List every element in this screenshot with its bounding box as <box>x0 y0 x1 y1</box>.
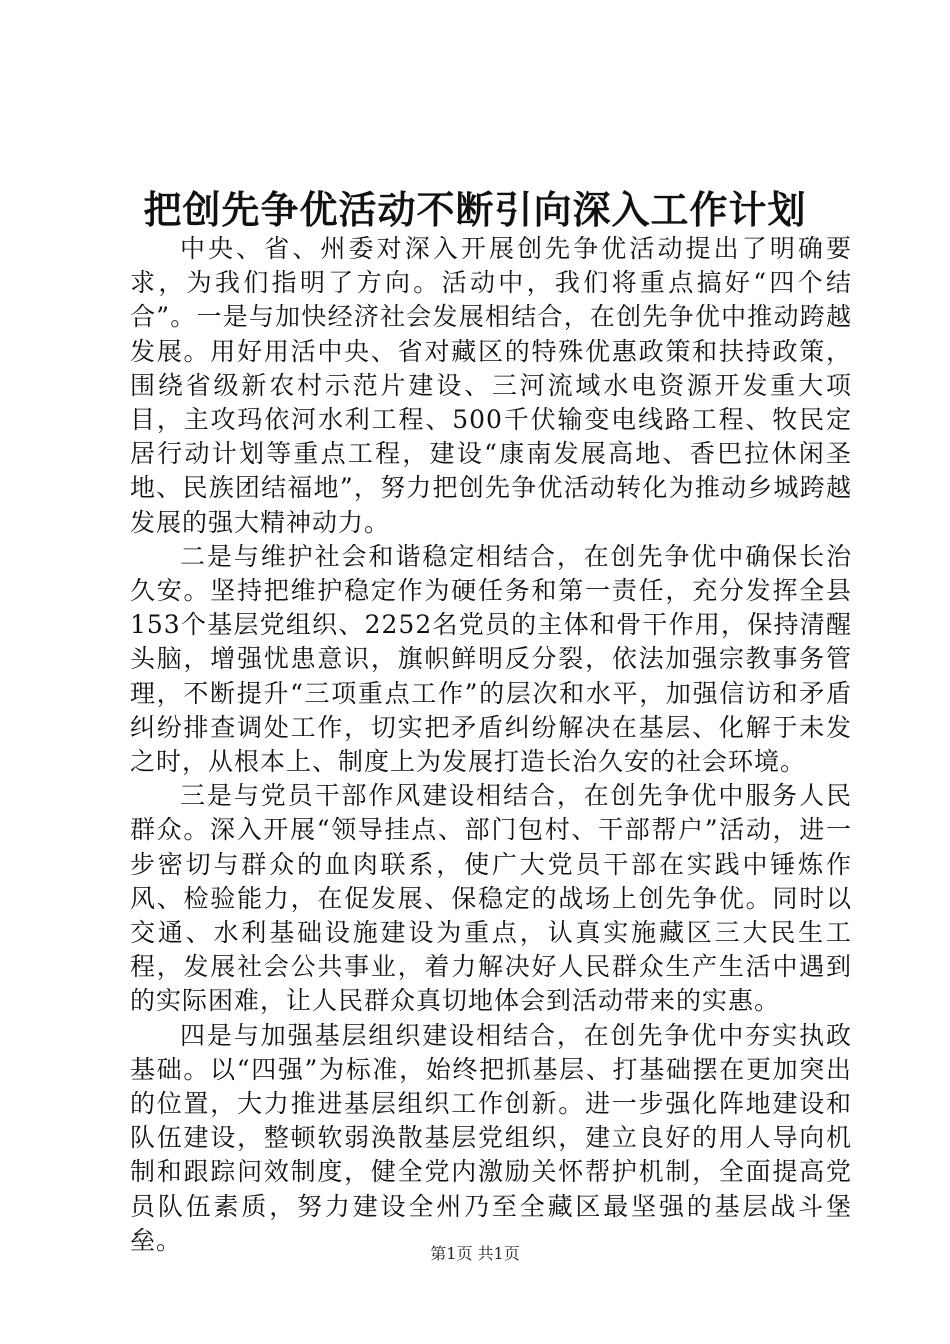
document-body <box>130 232 852 1258</box>
paragraph-4: 四是与加强基层组织建设相结合，在创先争优中夯实执政基础。以“四强”为标准，始终把抓基层、打基础摆在更加突出的位置，大力推进基层组织工作创新。进一步强化阵地建设和队伍建设，整顿软弱涣散基层党组织，建立良好的用人导向机制和跟踪问效制度，健全党内激励关怀帮护机制，全面提高党员队伍素质，努力建设全州乃至全藏区最坚强的基层战斗堡垒。 <box>130 1020 852 1255</box>
paragraph-2: 二是与维护社会和谐稳定相结合，在创先争优中确保长治久安。坚持把维护稳定作为硬任务和第一责任，充分发挥全县153个基层党组织、2252名党员的主体和骨干作用，保持清醒头脑，增强忧患意识，旗帜鲜明反分裂，依法加强宗教事务管理，不断提升“三项重点工作”的层次和水平，加强信访和矛盾纠纷排查调处工作，切实把矛盾纠纷解决在基层、化解于未发之时，从根本上、制度上为发展打造长治久安的社会环境。 <box>130 541 852 777</box>
paragraph-3: 三是与党员干部作风建设相结合，在创先争优中服务人民群众。深入开展“领导挂点、部门包村、干部帮户”活动，进一步密切与群众的血肉联系，使广大党员干部在实践中锤炼作风、检验能力，在促发展、保稳定的战场上创先争优。同时以交通、水利基础设施建设为重点，认真实施藏区三大民生工程，发展社会公共事业，着力解决好人民群众生产生活中遇到的实际困难，让人民群众真切地体会到活动带来的实惠。 <box>130 781 852 1016</box>
paragraph-1: 中央、省、州委对深入开展创先争优活动提出了明确要求，为我们指明了方向。活动中，我们将重点搞好“四个结合”。一是与加快经济社会发展相结合，在创先争优中推动跨越发展。用好用活中央、省对藏区的特殊优惠政策和扶持政策，围绕省级新农村示范片建设、三河流域水电资源开发重大项目，主攻玛依河水利工程、500千伏输变电线路工程、牧民定居行动计划等重点工程，建设“康南发展高地、香巴拉休闲圣地、民族团结福地”，努力把创先争优活动转化为推动乡城跨越发展的强大精神动力。 <box>130 234 852 537</box>
page-footer: 第1页 共1页 <box>430 1244 520 1263</box>
document-title: 把创先争优活动不断引向深入工作计划 <box>143 187 807 232</box>
